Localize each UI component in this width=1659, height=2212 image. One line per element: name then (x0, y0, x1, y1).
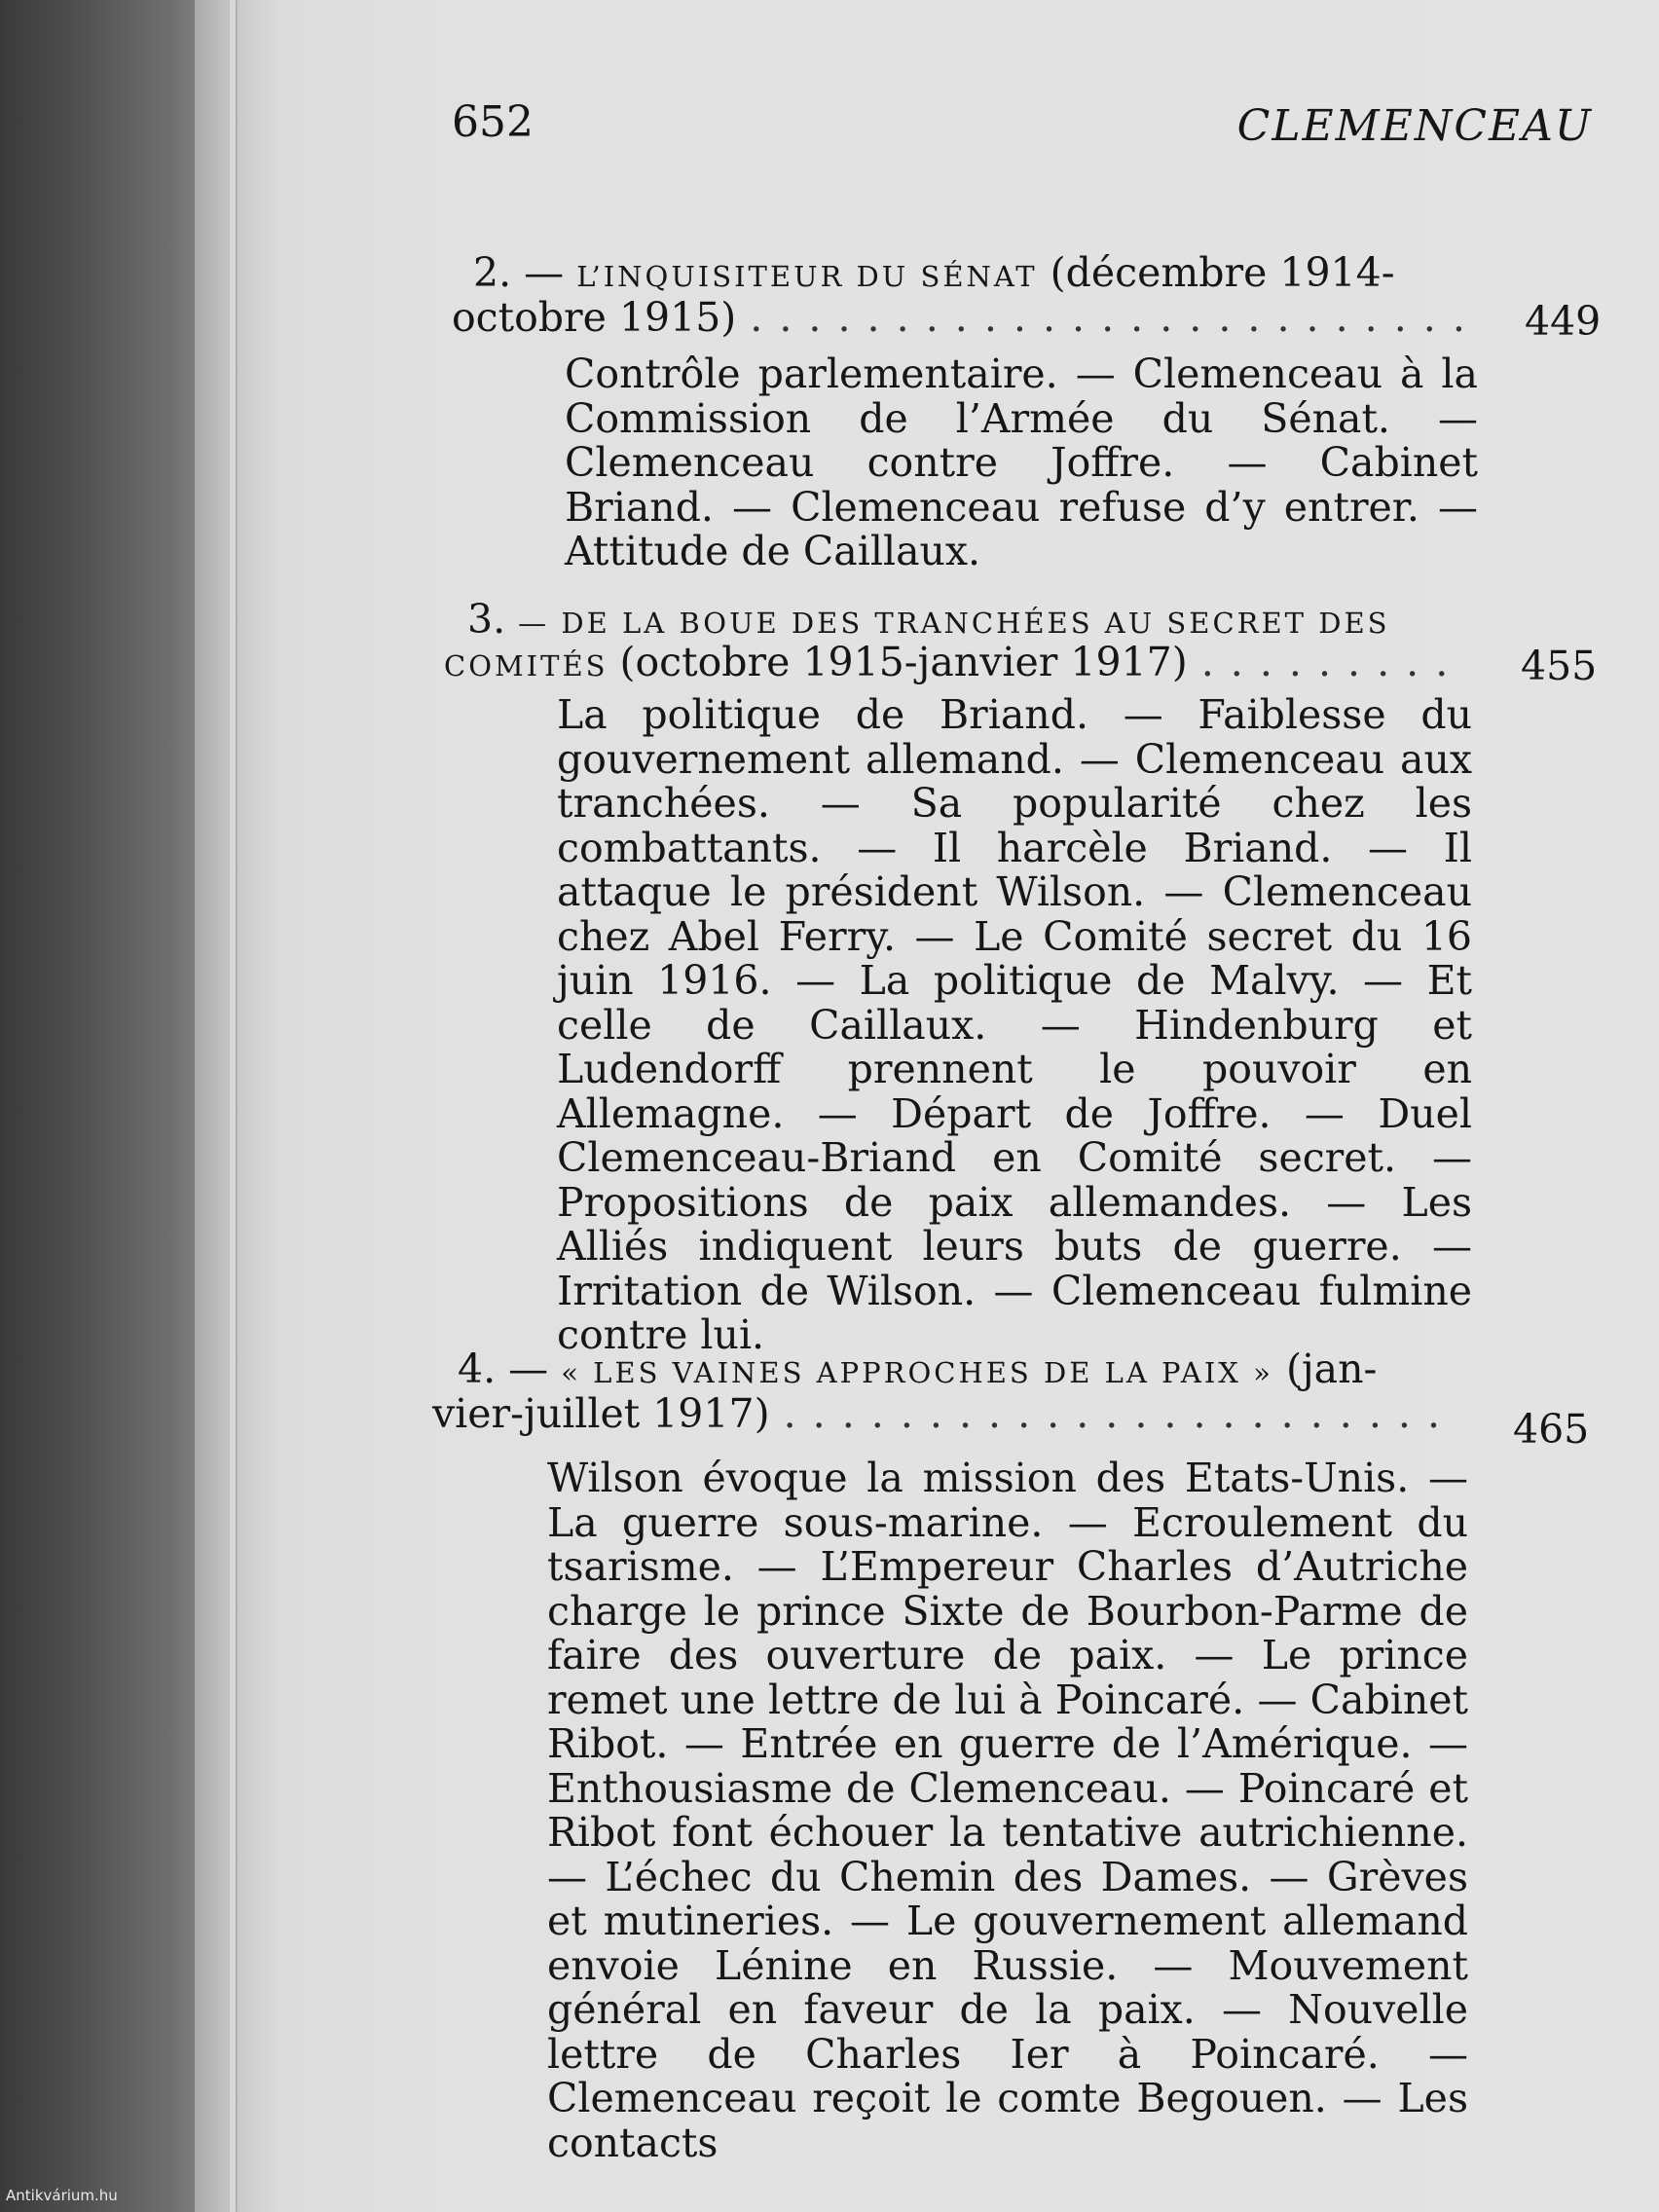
entry-dates: (jan- (1285, 1346, 1378, 1392)
entry-summary: Wilson évoque la mission des Etats-Unis. — La guerre sous-marine. — Ecroulement du tsarisme. — L’Empereur Charles d’Autriche charge le prince Sixte de Bourbon-Parme de faire des ouverture de paix. — Le prince remet une lettre de lui à Poincaré. — Cabinet Ribot. — Entrée en guerre de l’Amérique. — Enthousiasme de Clemenceau. — Poincaré et Ribot font échouer la tentative autrichienne. — L’échec du Chemin des Dames. — Grèves et mutineries. — Le gouvernement allemand envoie Lénine en Russie. — Mouvement général en faveur de la paix. — Nouvelle lettre de Charles Ier à Poincaré. — Clemenceau reçoit le comte Begouen. — Les contacts (547, 1455, 1468, 2166)
entry-heading (473, 251, 1482, 298)
leader-dots (750, 294, 1466, 341)
page-edge (230, 0, 236, 2212)
leader-dots (784, 1390, 1453, 1437)
entry-title: « LES VAINES APPROCHES DE LA PAIX » (561, 1356, 1273, 1389)
entry-title-continued: COMITÉS (444, 649, 608, 682)
entry-title: L’INQUISITEUR DU SÉNAT (576, 260, 1038, 293)
leader-dots (1201, 639, 1462, 685)
entry-summary: Contrôle parlementaire. — Clemenceau à la Commission de l’Armée du Sénat. — Clemenceau contre Joffre. — Cabinet Briand. — Clemenceau refuse d’y entrer. — Attitude de Caillaux. (565, 350, 1478, 574)
running-title: CLEMENCEAU (1236, 101, 1593, 151)
entry-page-number: 455 (1521, 643, 1598, 689)
entry-page-number: 465 (1513, 1406, 1590, 1453)
page-number: 652 (452, 97, 534, 147)
entry-dates-line: octobre 1915) (452, 294, 737, 341)
entry-dates-line: (octobre 1915-janvier 1917) (619, 639, 1188, 685)
entry-number: 4. — (458, 1346, 549, 1392)
entry-leader-row (452, 294, 1480, 341)
entry-summary: La politique de Briand. — Faiblesse du gouvernement allemand. — Clemenceau aux tranchées. — Sa popularité chez les combattants. — Il harcèle Briand. — Il attaque le président Wilson. — Clemenceau chez Abel Ferry. — Le Comité secret du 16 juin 1916. — La politique de Malvy. — Et celle de Caillaux. — Hindenburg et Ludendorff prennent le pouvoir en Allemagne. — Départ de Joffre. — Duel Clemenceau-Briand en Comité secret. — Propositions de paix allemandes. — Les Alliés indiquent leurs buts de guerre. — Irritation de Wilson. — Clemenceau fulmine contre lui. (557, 691, 1472, 1358)
entry-dates: (décembre 1914- (1050, 249, 1395, 296)
entry-page-number: 449 (1525, 298, 1602, 345)
entry-leader-row (444, 639, 1476, 685)
entry-number: 2. — (473, 249, 565, 296)
entry-title: — DE LA BOUE DES TRANCHÉES AU SECRET DES (518, 607, 1390, 640)
entry-heading (467, 598, 1476, 645)
watermark: Antikvárium.hu (6, 2187, 118, 2204)
entry-number: 3. (467, 596, 506, 643)
entry-heading (458, 1347, 1470, 1394)
entry-dates-line: vier-juillet 1917) (432, 1390, 770, 1437)
entry-leader-row (432, 1390, 1466, 1437)
